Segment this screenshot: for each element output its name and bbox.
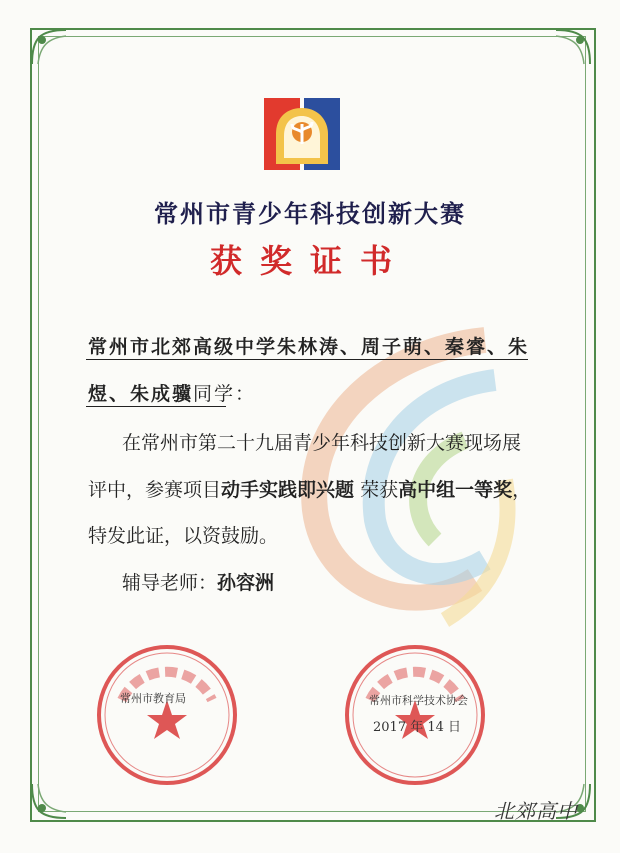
body-line-2-prefix: 评中，参赛项目 [88, 479, 222, 501]
recipients-line-2 [88, 379, 256, 406]
recipients-suffix: 同学： [193, 383, 257, 405]
recipients-underline [86, 359, 528, 360]
youth-science-logo-icon [262, 94, 342, 174]
project-name: 动手实践即兴题 [221, 479, 355, 501]
body-line-2-end: ， [512, 479, 532, 501]
advisor-name: 孙容洲 [217, 572, 275, 594]
education-bureau-seal-icon [92, 640, 242, 790]
science-association-seal-icon [340, 640, 490, 790]
award-title: 获奖证书 [209, 242, 410, 280]
body-line-3: 特发此证，以资鼓励。 [88, 525, 279, 547]
corner-ornament-icon [26, 764, 86, 824]
recipients-names-cont: 煜、朱成骥 [88, 383, 194, 405]
corner-ornament-icon [536, 24, 596, 84]
issue-date: 2017 年 14 日 [373, 720, 462, 735]
body-line-2-suffix: 荣获 [354, 479, 399, 501]
advisor-label: 辅导老师： [122, 572, 218, 594]
seal-org-right: 常州市科学技术协会 [369, 694, 468, 707]
seal-org-left: 常州市教育局 [120, 692, 186, 705]
award-name: 高中组一等奖 [398, 479, 513, 501]
watermark: 北郊高中 [494, 799, 578, 823]
advisor-line [122, 568, 274, 595]
recipients-underline [86, 406, 226, 407]
body-line-2 [88, 475, 531, 502]
body-line-1: 在常州市第二十九届青少年科技创新大赛现场展 [122, 432, 522, 454]
recipients-line-1: 常州市北郊高级中学朱林涛、周子萌、秦睿、朱 [88, 336, 530, 358]
corner-ornament-icon [26, 24, 86, 84]
contest-title: 常州市青少年科技创新大赛 [154, 199, 466, 228]
